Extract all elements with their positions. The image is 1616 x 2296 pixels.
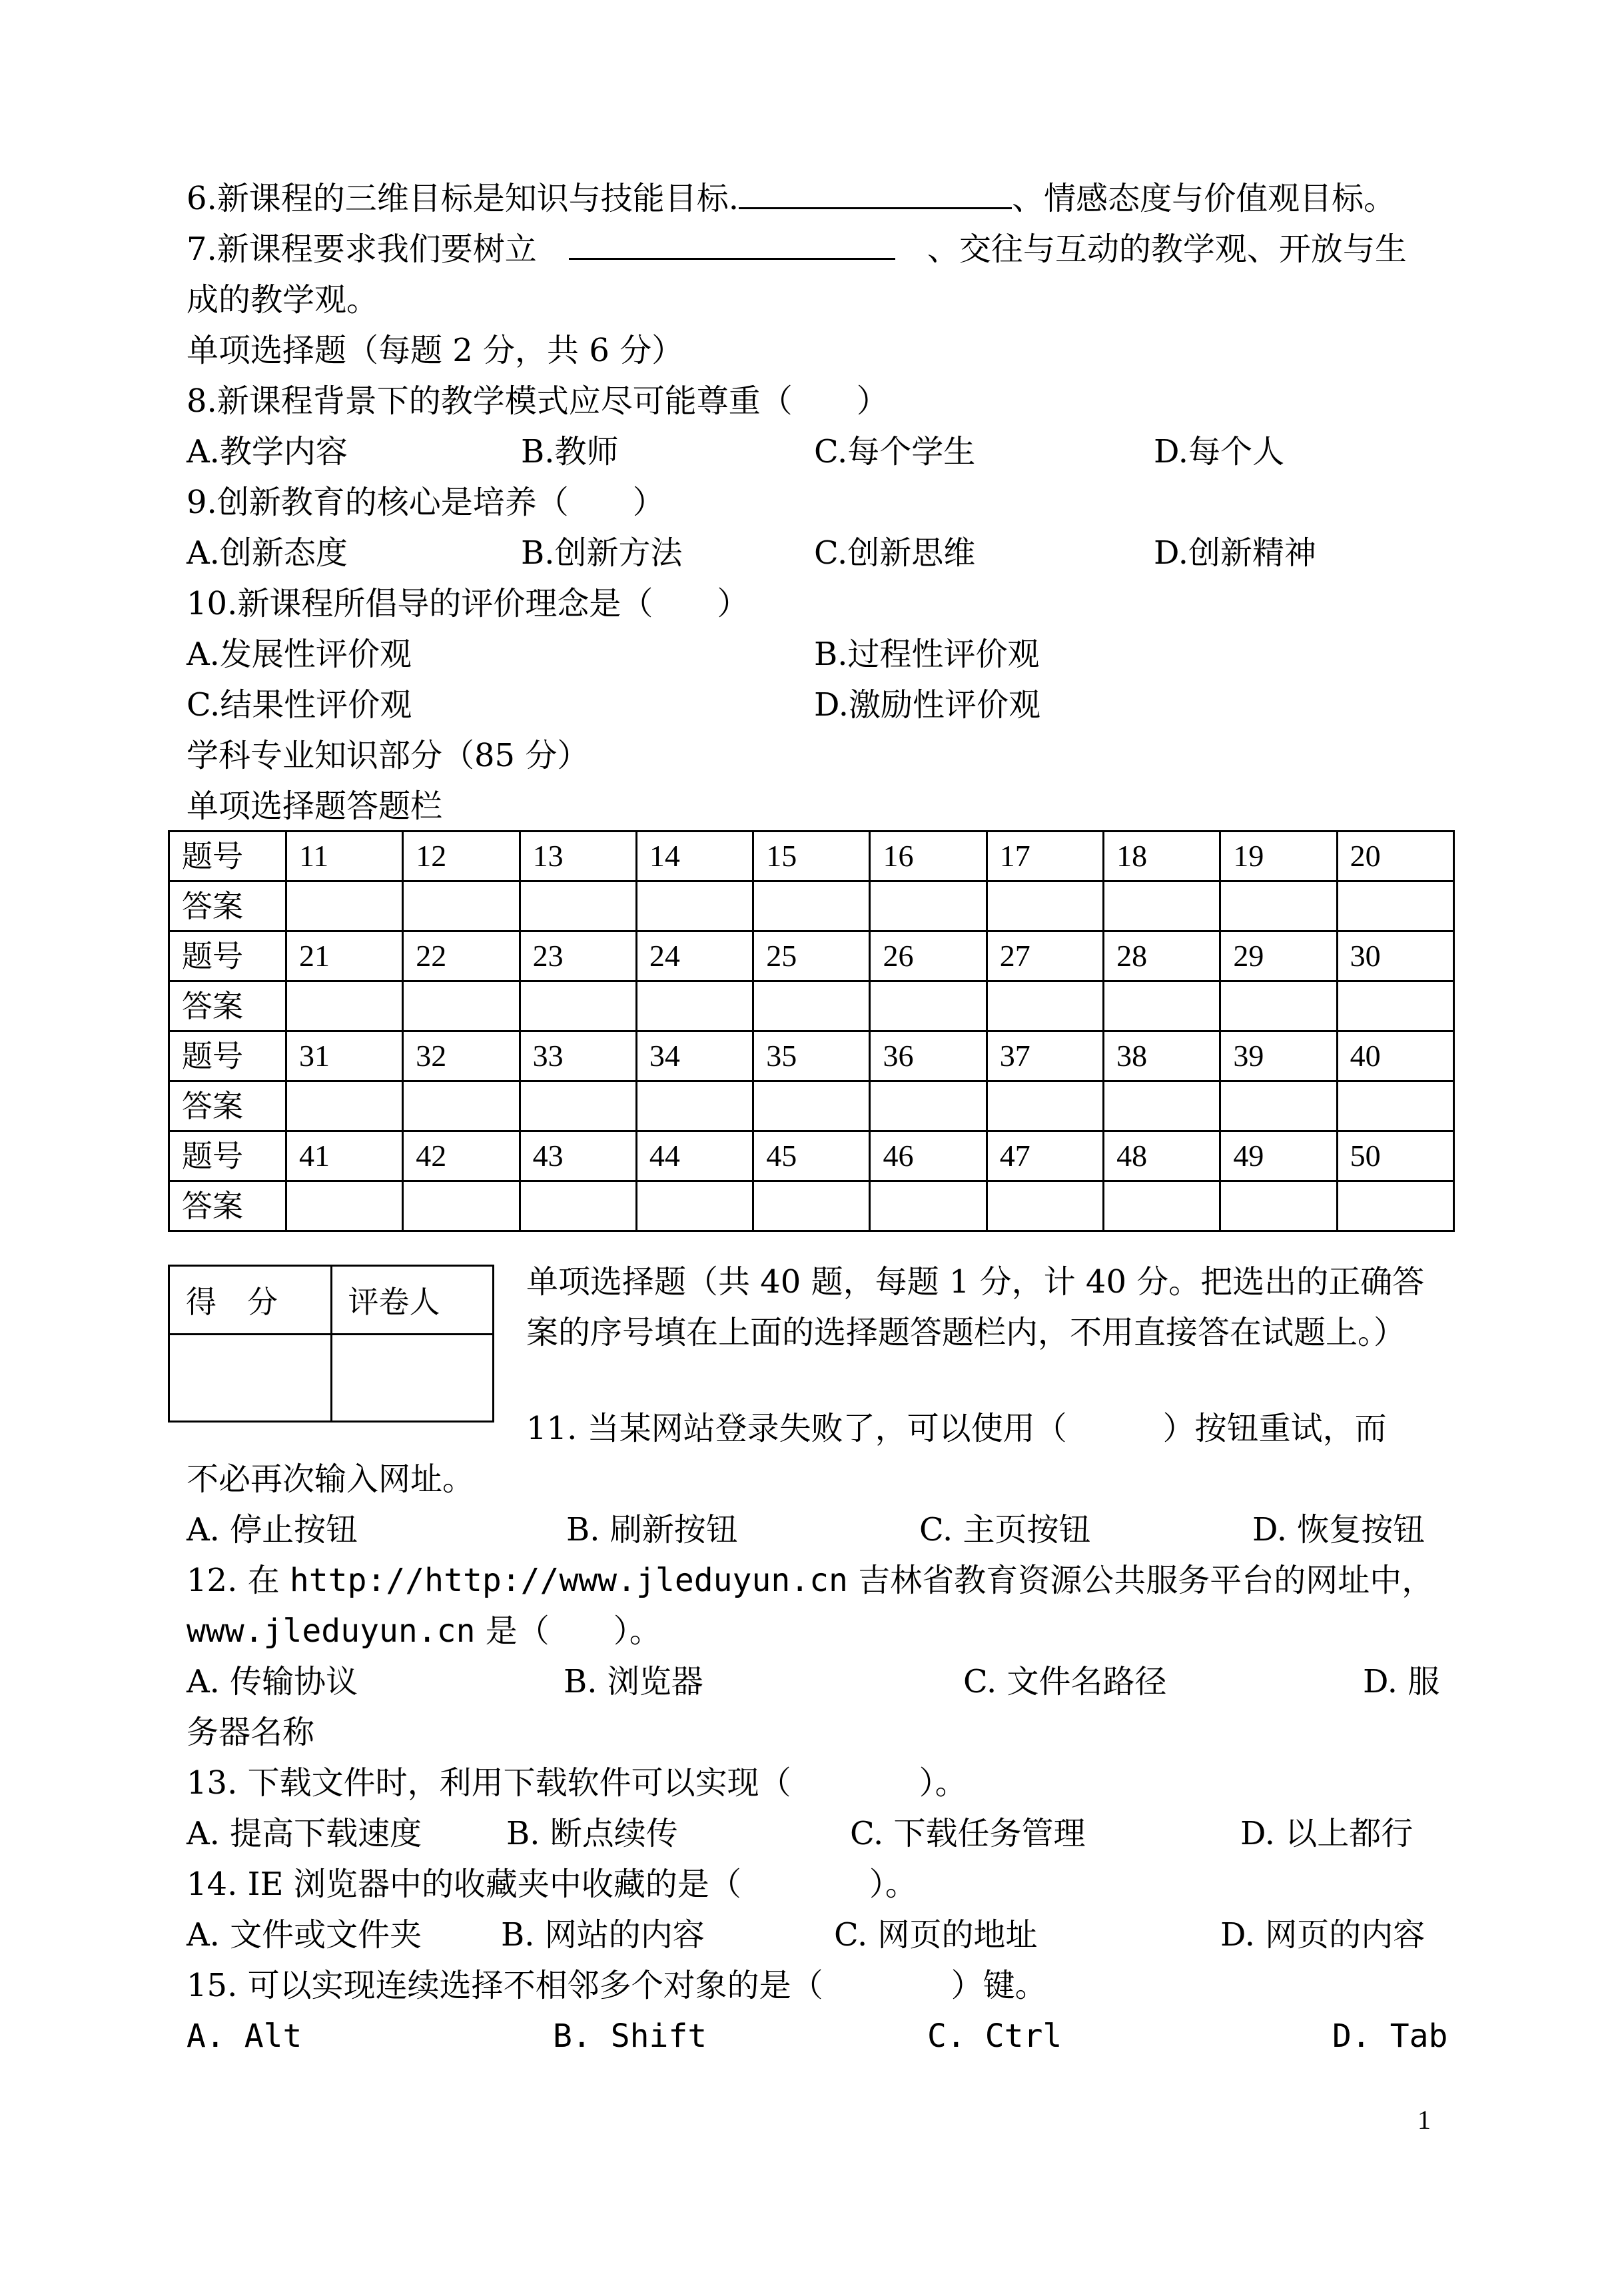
grid-answer-cell[interactable] (753, 1181, 870, 1231)
q10-option-b: B.过程性评价观 (814, 636, 1040, 673)
grid-question-number: 32 (403, 1031, 520, 1081)
q13-option-d: D. 以上都行 (1240, 1815, 1414, 1852)
q10-option-a: A.发展性评价观 (187, 636, 412, 673)
grid-question-number: 41 (286, 1131, 403, 1181)
q8-option-b: B.教师 (521, 433, 619, 470)
grid-answer-row (169, 1181, 1454, 1231)
grid-answer-header: 答案 (169, 981, 286, 1031)
q13-stem: 13. 下载文件时，利用下载软件可以实现（ ）。 (187, 1764, 967, 1802)
q15-option-b: B. Shift (553, 2017, 707, 2055)
q12-stem-pre: 12. 在 (187, 1562, 280, 1599)
score-label: 得 分 (169, 1266, 332, 1335)
question-7 (187, 224, 1407, 275)
page-number: 1 (1417, 2105, 1431, 2135)
grid-answer-cell[interactable] (1220, 1181, 1337, 1231)
question-6 (187, 173, 1396, 224)
grid-answer-cell[interactable] (870, 881, 987, 931)
q8-option-c: C.每个学生 (814, 433, 976, 470)
grid-answer-cell[interactable] (520, 1081, 636, 1131)
grid-question-number: 35 (753, 1031, 870, 1081)
grid-question-number: 25 (753, 931, 870, 981)
grid-question-number: 47 (987, 1131, 1103, 1181)
q10-stem: 10.新课程所倡导的评价理念是（ ） (187, 585, 749, 622)
q15-stem: 15. 可以实现连续选择不相邻多个对象的是（ ）键。 (187, 1967, 1047, 2004)
grid-number-row (169, 832, 1454, 881)
grid-answer-cell[interactable] (1337, 981, 1453, 1031)
grid-number-row (169, 931, 1454, 981)
grid-question-number: 24 (636, 931, 753, 981)
section-heading-subject: 学科专业知识部分（85 分） (187, 737, 590, 774)
grid-answer-header: 答案 (169, 1081, 286, 1131)
grid-answer-row (169, 981, 1454, 1031)
grid-answer-cell[interactable] (636, 881, 753, 931)
q7-before: 7.新课程要求我们要树立 (187, 231, 537, 268)
grid-question-number: 38 (1104, 1031, 1220, 1081)
q11-continuation: 不必再次输入网址。 (187, 1460, 475, 1498)
grid-answer-row (169, 1081, 1454, 1131)
grader-cell[interactable] (331, 1335, 494, 1422)
grid-question-number: 33 (520, 1031, 636, 1081)
grid-question-number: 48 (1104, 1131, 1220, 1181)
q13-option-b: B. 断点续传 (506, 1815, 678, 1852)
q12-stem-end: 是（ ）。 (485, 1612, 661, 1650)
grader-label: 评卷人 (331, 1266, 494, 1335)
q12-stem-post: 吉林省教育资源公共服务平台的网址中， (858, 1562, 1434, 1599)
answer-grid-table (168, 830, 1455, 1232)
grid-question-number: 36 (870, 1031, 987, 1081)
grid-question-number: 13 (520, 832, 636, 881)
grid-question-number: 37 (987, 1031, 1103, 1081)
grid-question-number: 12 (403, 832, 520, 881)
grid-question-number: 29 (1220, 931, 1337, 981)
grid-row-header: 题号 (169, 832, 286, 881)
grid-question-number: 17 (987, 832, 1103, 881)
grid-answer-cell[interactable] (1220, 981, 1337, 1031)
section-heading-choice: 单项选择题（每题 2 分，共 6 分） (187, 332, 684, 369)
grid-answer-cell[interactable] (1337, 881, 1453, 931)
grid-answer-header: 答案 (169, 1181, 286, 1231)
grid-row-header: 题号 (169, 931, 286, 981)
grid-question-number: 40 (1337, 1031, 1453, 1081)
q12-url-host: www.jleduyun.cn (187, 1612, 476, 1650)
grid-answer-cell[interactable] (403, 881, 520, 931)
q15-option-c: C. Ctrl (927, 2017, 1062, 2055)
q8-option-d: D.每个人 (1154, 433, 1285, 470)
grid-answer-cell[interactable] (520, 1181, 636, 1231)
grid-question-number: 26 (870, 931, 987, 981)
grid-answer-cell[interactable] (753, 981, 870, 1031)
grid-answer-cell[interactable] (286, 981, 403, 1031)
grid-answer-cell[interactable] (636, 981, 753, 1031)
q11-option-a: A. 停止按钮 (187, 1511, 358, 1548)
grid-answer-cell[interactable] (636, 1081, 753, 1131)
q6-before: 6.新课程的三维目标是知识与技能目标. (187, 180, 739, 217)
grid-question-number: 44 (636, 1131, 753, 1181)
q7-after: 、交往与互动的教学观、开放与生 (927, 231, 1407, 268)
q9-stem: 9.创新教育的核心是培养（ ） (187, 484, 665, 521)
q9-option-b: B.创新方法 (521, 534, 683, 572)
q14-option-b: B. 网站的内容 (501, 1916, 705, 1954)
grid-answer-cell[interactable] (753, 1081, 870, 1131)
grid-question-number: 15 (753, 832, 870, 881)
q12-stem (187, 1555, 1433, 1606)
grid-answer-cell[interactable] (1104, 881, 1220, 931)
grid-question-number: 45 (753, 1131, 870, 1181)
grid-answer-cell[interactable] (987, 981, 1103, 1031)
grid-question-number: 42 (403, 1131, 520, 1181)
q14-option-c: C. 网页的地址 (834, 1916, 1038, 1954)
q7-blank (569, 225, 895, 260)
grid-number-row (169, 1031, 1454, 1081)
q9-option-d: D.创新精神 (1154, 534, 1317, 572)
grid-answer-cell[interactable] (286, 881, 403, 931)
grid-answer-cell[interactable] (1104, 1081, 1220, 1131)
grid-answer-cell[interactable] (520, 981, 636, 1031)
grid-question-number: 50 (1337, 1131, 1453, 1181)
q11-option-c: C. 主页按钮 (919, 1511, 1091, 1548)
grid-question-number: 16 (870, 832, 987, 881)
q12-stem-line2 (187, 1606, 661, 1656)
grid-answer-cell[interactable] (286, 1081, 403, 1131)
q15-option-d: D. Tab (1332, 2017, 1448, 2055)
grid-question-number: 19 (1220, 832, 1337, 881)
grid-answer-cell[interactable] (870, 1181, 987, 1231)
q7-continuation: 成的教学观。 (187, 281, 379, 318)
q8-stem: 8.新课程背景下的教学模式应尽可能尊重（ ） (187, 382, 889, 420)
grid-question-number: 22 (403, 931, 520, 981)
q12-url-full: http://http://www.jleduyun.cn (289, 1562, 848, 1599)
grid-answer-cell[interactable] (636, 1181, 753, 1231)
grid-answer-cell[interactable] (870, 981, 987, 1031)
grid-answer-row (169, 881, 1454, 931)
grid-row-header: 题号 (169, 1131, 286, 1181)
grid-question-number: 31 (286, 1031, 403, 1081)
grid-row-header: 题号 (169, 1031, 286, 1081)
q9-option-a: A.创新态度 (187, 534, 348, 572)
q6-after: 、情感态度与价值观目标。 (1012, 180, 1396, 217)
q12-option-d-continuation: 务器名称 (187, 1714, 315, 1751)
q8-option-a: A.教学内容 (187, 433, 348, 470)
grid-question-number: 23 (520, 931, 636, 981)
grid-answer-cell[interactable] (987, 1081, 1103, 1131)
q12-option-c: C. 文件名路径 (963, 1663, 1167, 1700)
q10-option-c: C.结果性评价观 (187, 686, 412, 724)
q11-option-d: D. 恢复按钮 (1252, 1511, 1425, 1548)
grid-number-row (169, 1131, 1454, 1181)
section3-line2: 案的序号填在上面的选择题答题栏内，不用直接答在试题上。） (526, 1314, 1406, 1351)
grid-question-number: 39 (1220, 1031, 1337, 1081)
grid-answer-cell[interactable] (403, 1181, 520, 1231)
q14-option-a: A. 文件或文件夹 (187, 1916, 422, 1954)
grid-question-number: 11 (286, 832, 403, 881)
q13-option-c: C. 下载任务管理 (850, 1815, 1086, 1852)
grid-question-number: 20 (1337, 832, 1453, 881)
grid-question-number: 27 (987, 931, 1103, 981)
q12-option-b: B. 浏览器 (564, 1663, 703, 1700)
q13-option-a: A. 提高下载速度 (187, 1815, 422, 1852)
grid-answer-cell[interactable] (403, 1081, 520, 1131)
q12-option-d: D. 服 (1363, 1663, 1440, 1700)
grid-answer-cell[interactable] (286, 1181, 403, 1231)
q14-stem: 14. IE 浏览器中的收藏夹中收藏的是（ ）。 (187, 1866, 917, 1903)
q12-option-a: A. 传输协议 (187, 1663, 358, 1700)
grid-question-number: 30 (1337, 931, 1453, 981)
q10-option-d: D.激励性评价观 (814, 686, 1041, 724)
grid-answer-cell[interactable] (870, 1081, 987, 1131)
q15-option-a: A. Alt (187, 2017, 302, 2055)
grid-question-number: 28 (1104, 931, 1220, 981)
grid-question-number: 34 (636, 1031, 753, 1081)
q14-option-d: D. 网页的内容 (1220, 1916, 1425, 1954)
answer-grid-title: 单项选择题答题栏 (187, 788, 443, 825)
grid-question-number: 49 (1220, 1131, 1337, 1181)
grid-answer-cell[interactable] (520, 881, 636, 931)
q6-blank (739, 174, 1012, 209)
grid-answer-cell[interactable] (1220, 1081, 1337, 1131)
grid-question-number: 46 (870, 1131, 987, 1181)
grid-question-number: 14 (636, 832, 753, 881)
q11-option-b: B. 刷新按钮 (566, 1511, 738, 1548)
grid-question-number: 21 (286, 931, 403, 981)
grid-answer-cell[interactable] (987, 881, 1103, 931)
grid-answer-cell[interactable] (987, 1181, 1103, 1231)
grid-question-number: 43 (520, 1131, 636, 1181)
grid-answer-cell[interactable] (1104, 1181, 1220, 1231)
grid-answer-cell[interactable] (753, 881, 870, 931)
grid-answer-header: 答案 (169, 881, 286, 931)
section3-line1: 单项选择题（共 40 题，每题 1 分，计 40 分。把选出的正确答 (526, 1263, 1425, 1301)
score-box (168, 1265, 494, 1423)
grid-answer-cell[interactable] (1220, 881, 1337, 931)
q9-option-c: C.创新思维 (814, 534, 976, 572)
grid-question-number: 18 (1104, 832, 1220, 881)
q11-stem: 11. 当某网站登录失败了，可以使用（ ）按钮重试，而 (526, 1410, 1387, 1447)
grid-answer-cell[interactable] (1337, 1181, 1453, 1231)
score-cell[interactable] (169, 1335, 332, 1422)
grid-answer-cell[interactable] (1337, 1081, 1453, 1131)
grid-answer-cell[interactable] (1104, 981, 1220, 1031)
grid-answer-cell[interactable] (403, 981, 520, 1031)
